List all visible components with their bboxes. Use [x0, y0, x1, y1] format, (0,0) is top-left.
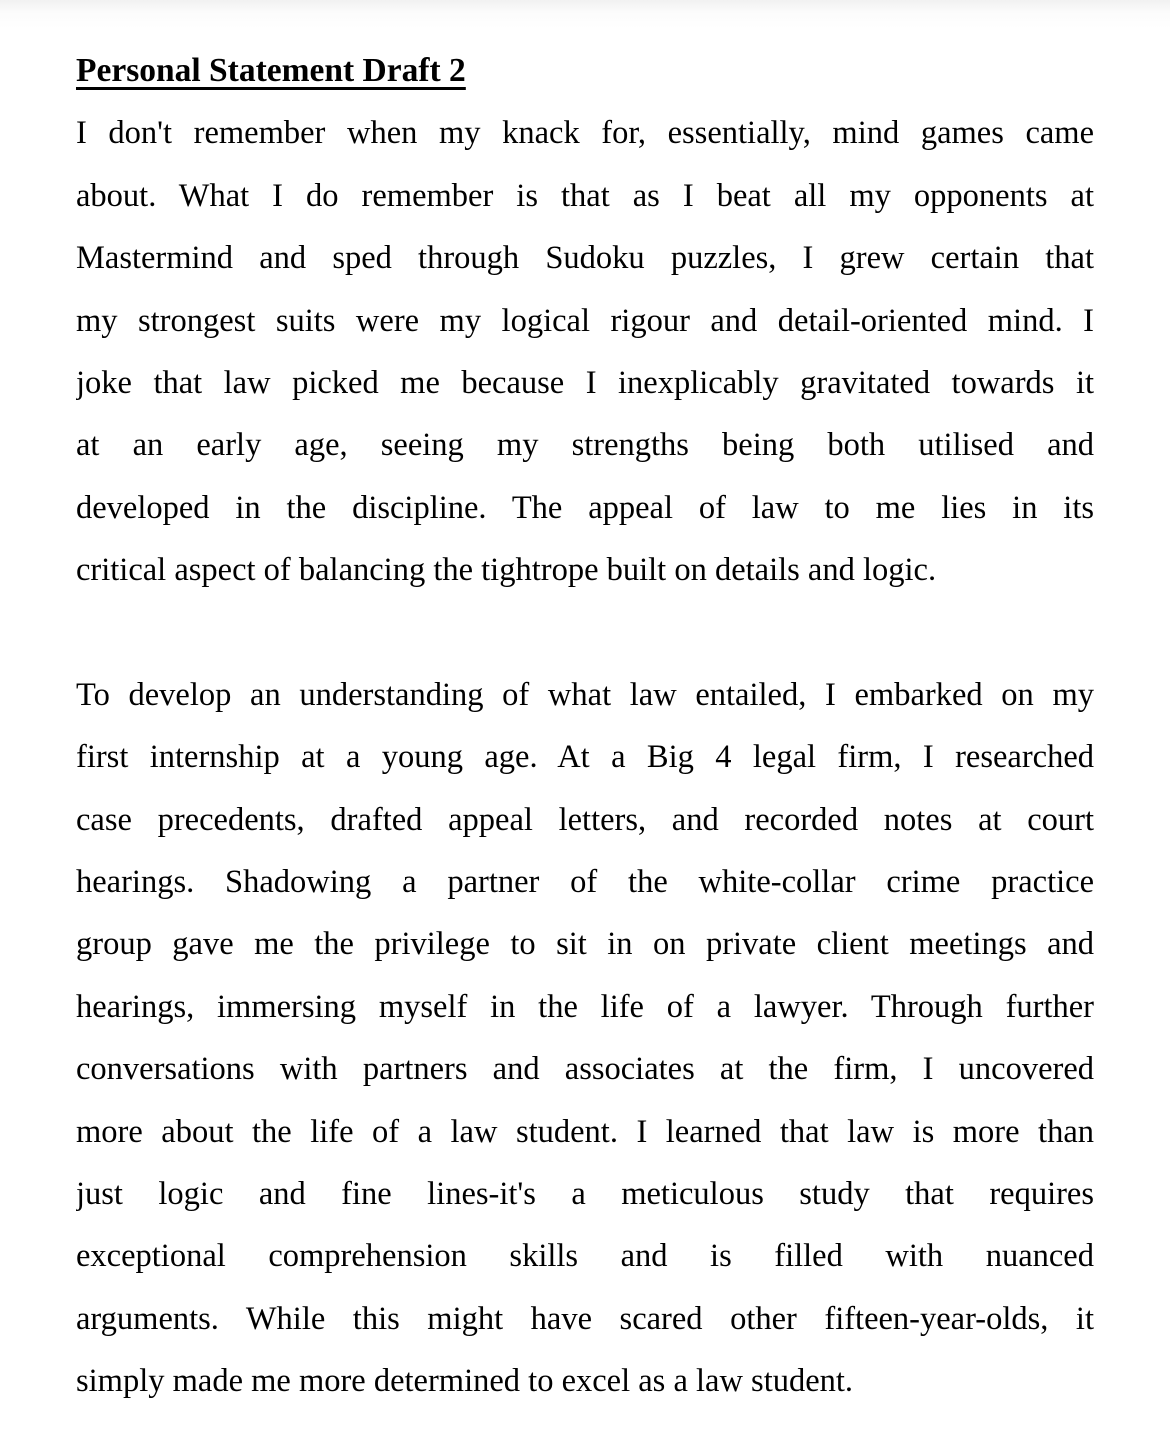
text-line: about. What I do remember is that as I beat all my opponents at [76, 177, 1094, 214]
text-line: simply made me more determined to excel as a law student. [76, 1363, 854, 1400]
text-line: group gave me the privilege to sit in on private client meetings and [76, 926, 1094, 963]
text-line: case precedents, drafted appeal letters, and recorded notes at court [76, 801, 1094, 838]
text-line: hearings, immersing myself in the life of a lawyer. Through further [76, 988, 1094, 1025]
document-title: Personal Statement Draft 2 [76, 52, 466, 89]
text-line: To develop an understanding of what law entailed, I embarked on my [76, 676, 1094, 713]
text-line: conversations with partners and associates at the firm, I uncovered [76, 1051, 1094, 1088]
text-line: critical aspect of balancing the tightrope built on details and logic. [76, 552, 937, 589]
text-line: joke that law picked me because I inexplicably gravitated towards it [76, 364, 1094, 401]
text-line: more about the life of a law student. I learned that law is more than [76, 1113, 1094, 1150]
text-line: hearings. Shadowing a partner of the white-collar crime practice [76, 864, 1094, 901]
text-line: exceptional comprehension skills and is filled with nuanced [76, 1238, 1094, 1275]
text-line: arguments. While this might have scared other fifteen-year-olds, it [76, 1300, 1094, 1337]
text-line: my strongest suits were my logical rigour and detail-oriented mind. I [76, 302, 1094, 339]
text-line: first internship at a young age. At a Big 4 legal firm, I researched [76, 739, 1094, 776]
text-line: developed in the discipline. The appeal of law to me lies in its [76, 489, 1094, 526]
paragraph-spacer [76, 602, 1094, 664]
text-line: just logic and fine lines-it's a meticulous study that requires [76, 1176, 1094, 1213]
paragraph-2 [76, 664, 1094, 1413]
text-line: I don't remember when my knack for, essentially, mind games came [76, 115, 1094, 152]
text-line: Mastermind and sped through Sudoku puzzles, I grew certain that [76, 240, 1094, 277]
paragraph-1 [76, 102, 1094, 601]
text-line: at an early age, seeing my strengths being both utilised and [76, 427, 1094, 464]
